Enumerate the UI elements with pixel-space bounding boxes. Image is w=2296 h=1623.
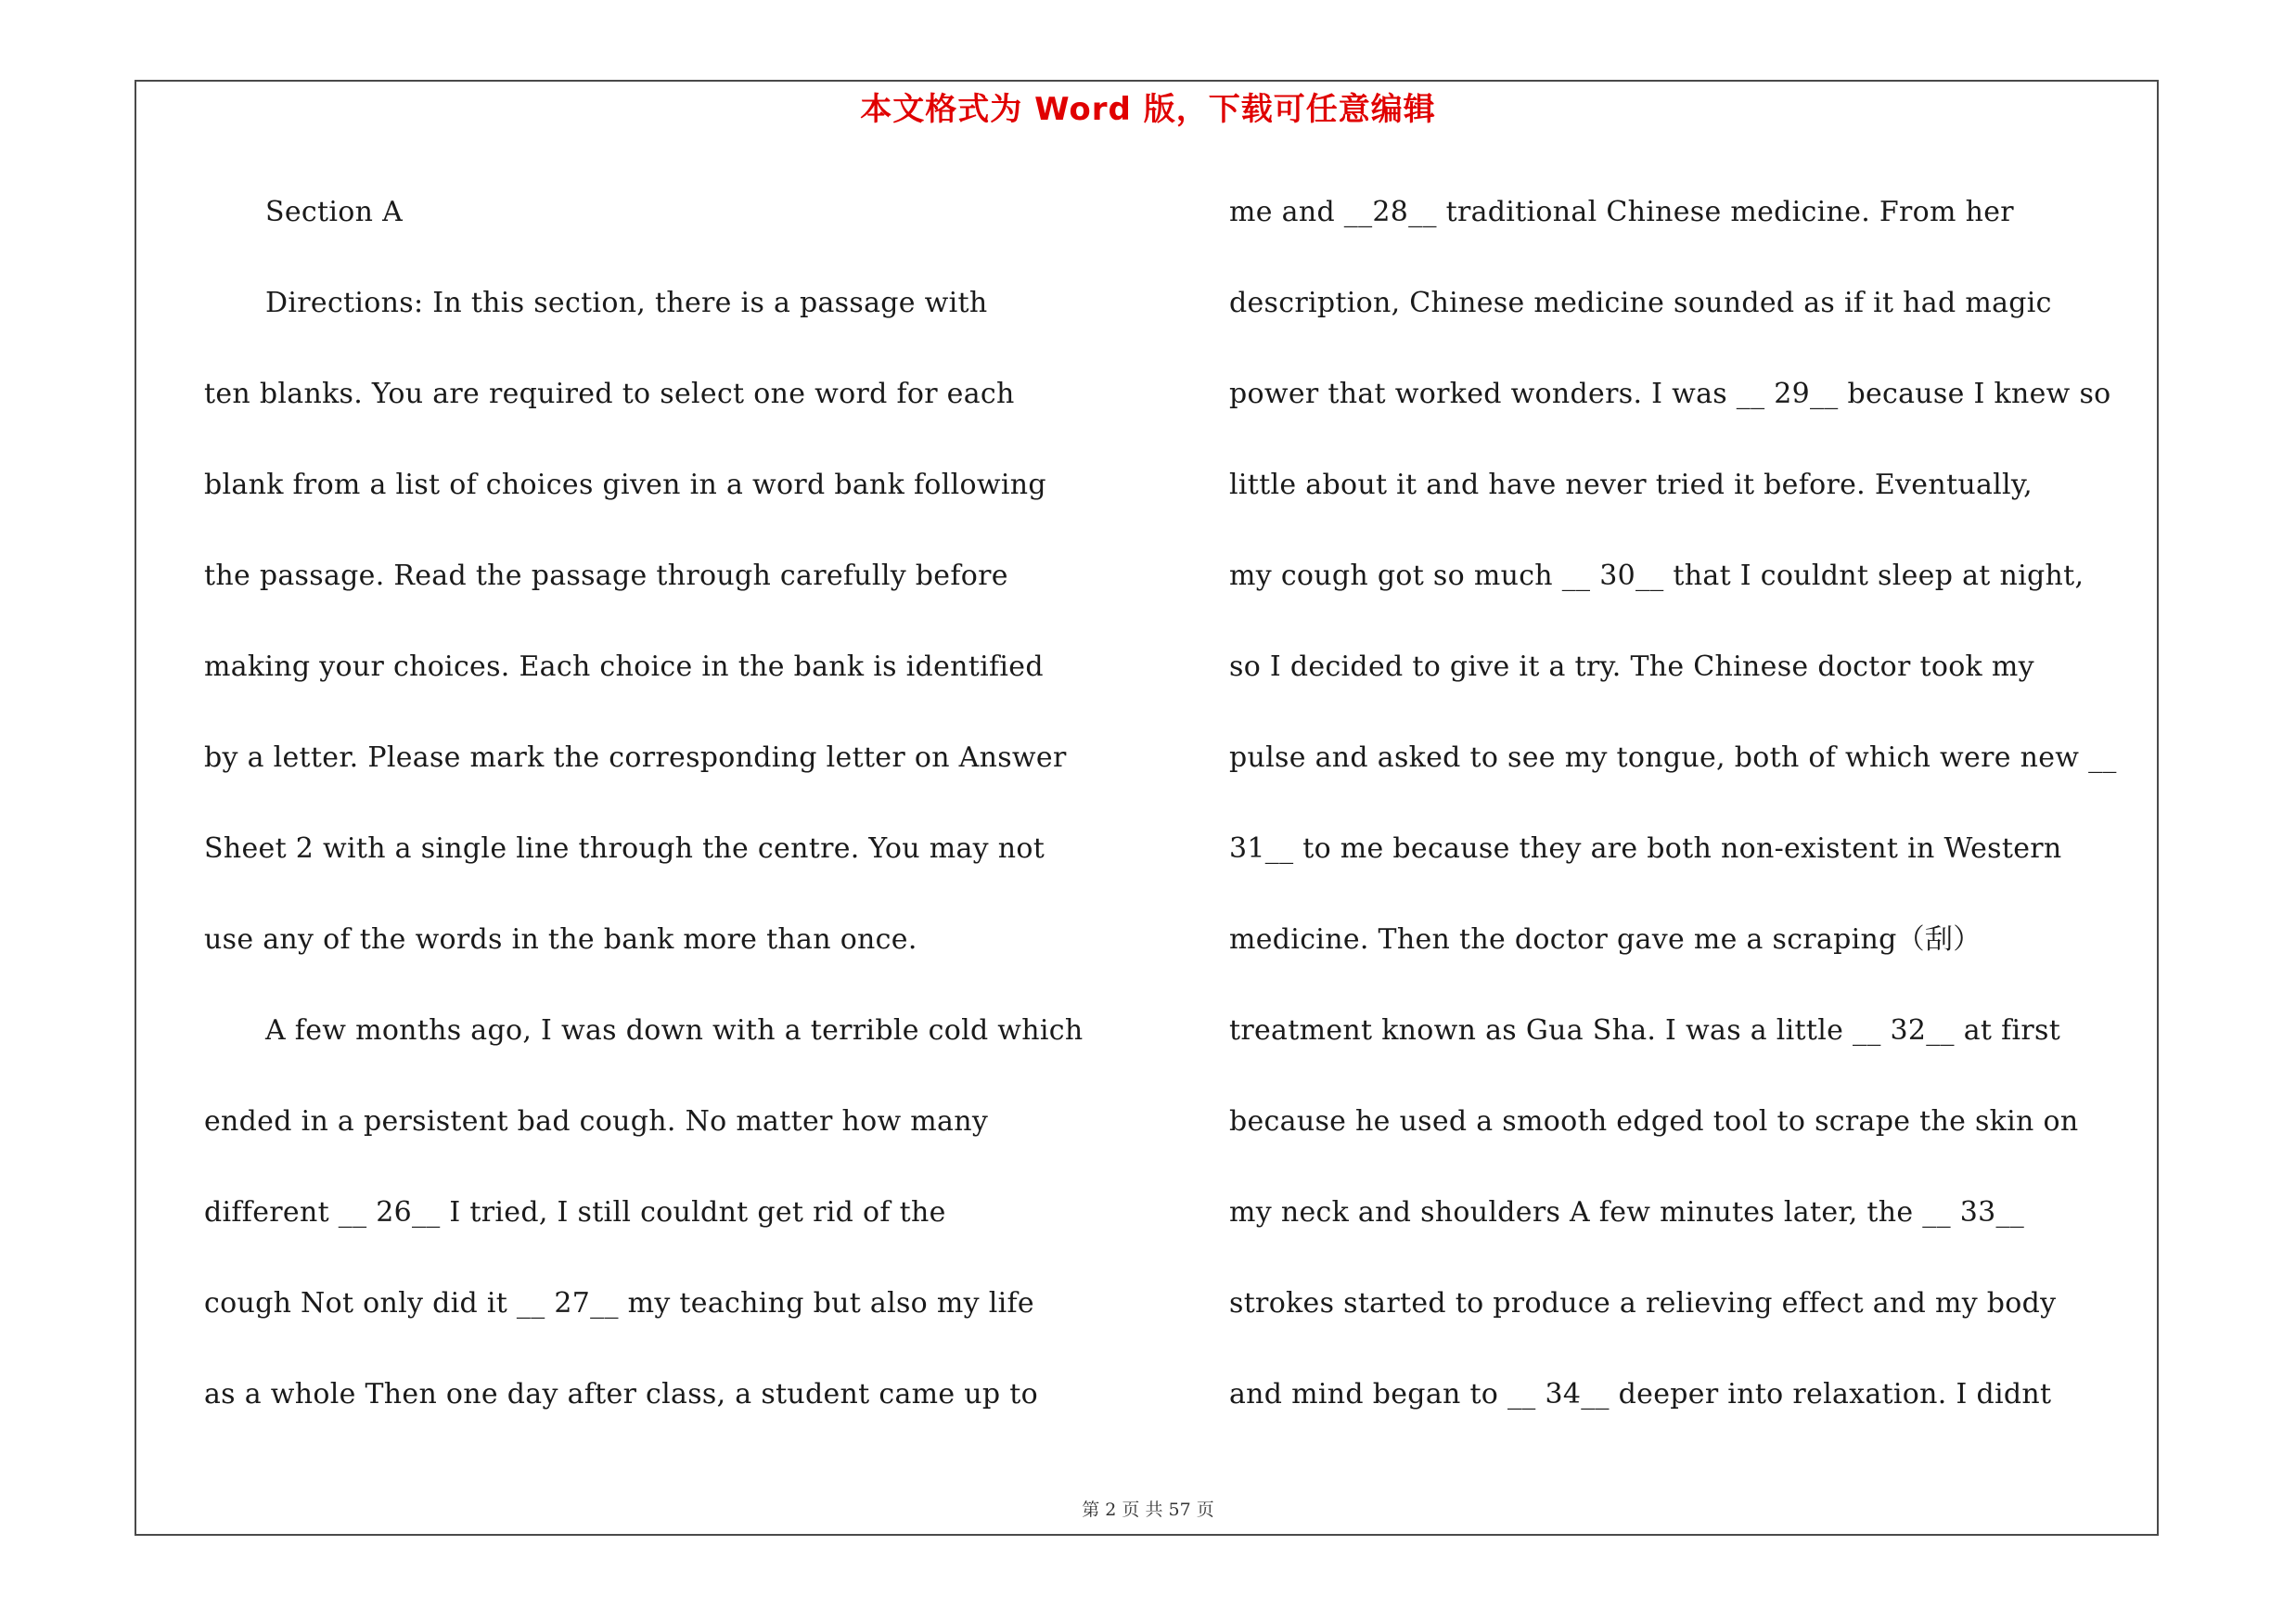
passage-line: my neck and shoulders A few minutes later, the __ 33__	[1229, 1196, 2025, 1229]
passage-line: A few months ago, I was down with a terrible cold which	[265, 1014, 1084, 1047]
passage-line: medicine. Then the doctor gave me a scraping（刮）	[1229, 923, 1982, 956]
word-format-banner: 本文格式为 Word 版，下载可任意编辑	[860, 91, 1436, 128]
directions-line: by a letter. Please mark the corresponding letter on Answer	[204, 741, 1067, 774]
passage-line: me and __28__ traditional Chinese medicine. From her	[1229, 196, 2014, 228]
page-number-footer: 第 2 页 共 57 页	[1082, 1500, 1214, 1520]
passage-line: and mind began to __ 34__ deeper into relaxation. I didnt	[1229, 1378, 2052, 1410]
passage-line: strokes started to produce a relieving effect and my body	[1229, 1287, 2057, 1320]
section-heading: Section A	[265, 196, 404, 228]
passage-line: my cough got so much __ 30__ that I couldnt sleep at night,	[1229, 560, 2084, 592]
directions-line: Directions: In this section, there is a passage with	[265, 287, 988, 319]
passage-line: cough Not only did it __ 27__ my teaching but also my life	[204, 1287, 1034, 1320]
passage-line: power that worked wonders. I was __ 29__ because I knew so	[1229, 378, 2111, 410]
left-column	[204, 182, 1141, 1455]
right-column	[1229, 182, 2166, 1455]
directions-line: making your choices. Each choice in the bank is identified	[204, 650, 1044, 683]
passage-line: pulse and asked to see my tongue, both of which were new __	[1229, 741, 2117, 774]
passage-line: as a whole Then one day after class, a student came up to	[204, 1378, 1038, 1410]
directions-line: use any of the words in the bank more than once.	[204, 923, 917, 956]
passage-line: ended in a persistent bad cough. No matter how many	[204, 1105, 989, 1138]
passage-line: because he used a smooth edged tool to scrape the skin on	[1229, 1105, 2079, 1138]
passage-line: little about it and have never tried it before. Eventually,	[1229, 469, 2033, 501]
passage-line: so I decided to give it a try. The Chinese doctor took my	[1229, 650, 2034, 683]
directions-line: Sheet 2 with a single line through the centre. You may not	[204, 832, 1045, 865]
passage-line: different __ 26__ I tried, I still couldnt get rid of the	[204, 1196, 946, 1229]
passage-line: 31__ to me because they are both non-existent in Western	[1229, 832, 2062, 865]
directions-line: blank from a list of choices given in a word bank following	[204, 469, 1046, 501]
directions-line: ten blanks. You are required to select one word for each	[204, 378, 1015, 410]
passage-line: description, Chinese medicine sounded as if it had magic	[1229, 287, 2052, 319]
passage-line: treatment known as Gua Sha. I was a little __ 32__ at first	[1229, 1014, 2061, 1047]
directions-line: the passage. Read the passage through carefully before	[204, 560, 1008, 592]
